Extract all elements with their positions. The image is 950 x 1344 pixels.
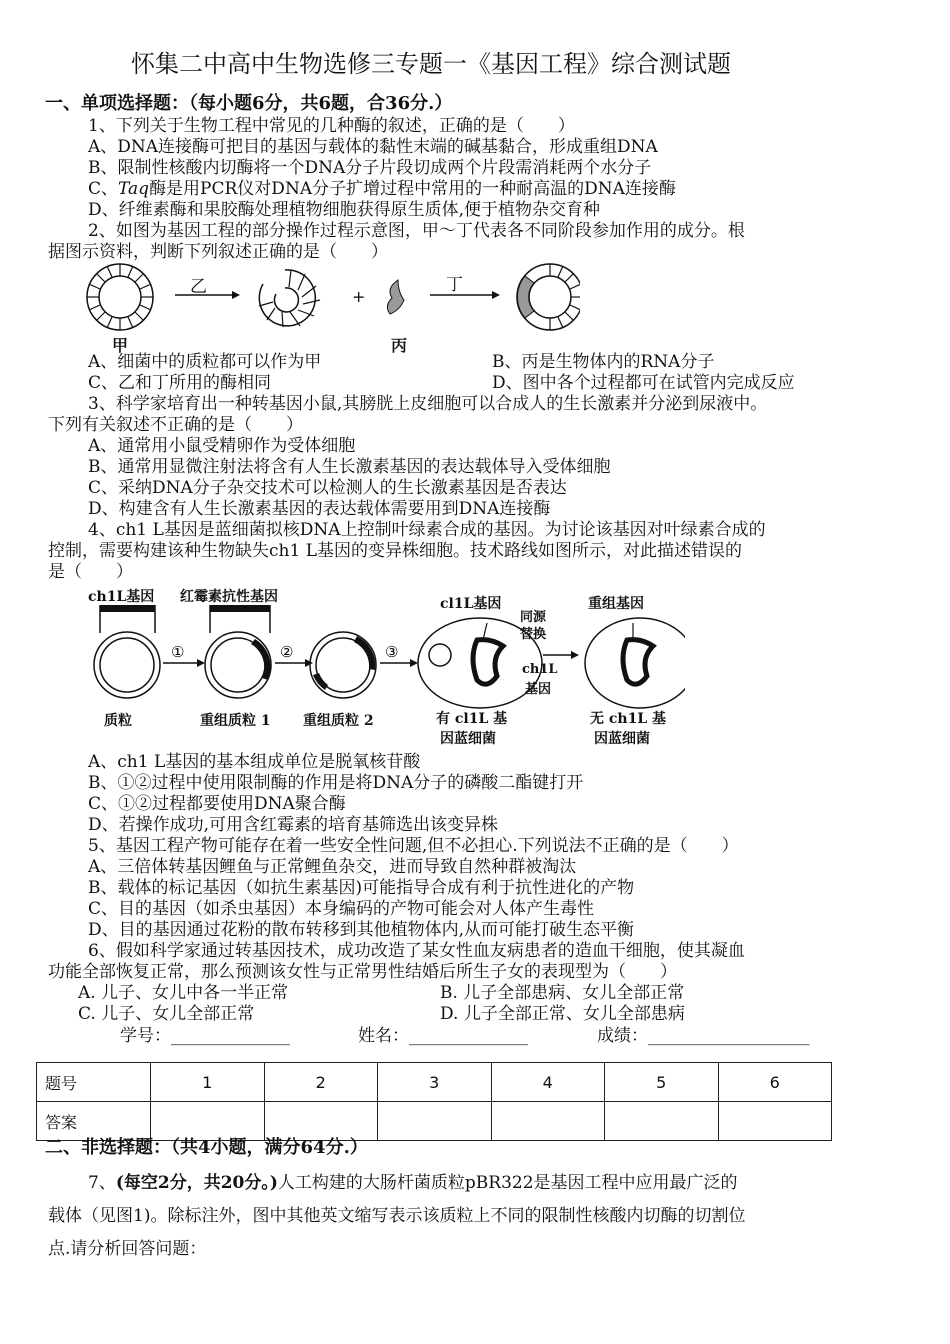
q3-option-c: C、采纳DNA分子杂交技术可以检测人的生长激素基因是否表达	[88, 478, 567, 498]
q4-option-c: C、①②过程都要使用DNA聚合酶	[88, 794, 346, 814]
q2-option-d: D、图中各个过程都可在试管内完成反应	[492, 373, 795, 393]
table-cell: 5	[605, 1063, 719, 1102]
table-cell: 6	[718, 1063, 832, 1102]
q5-stem: 5、基因工程产物可能存在着一些安全性问题,但不必担心.下列说法不正确的是（ ）	[88, 836, 739, 856]
table-cell: 1	[151, 1063, 265, 1102]
q6-option-b: B. 儿子全部患病、女儿全部正常	[440, 983, 685, 1003]
label-ch1l: ch1L	[522, 662, 558, 677]
label-without-ch1l-1: 无 ch1L 基	[590, 711, 667, 727]
answer-cell[interactable]	[491, 1102, 605, 1141]
label-homologous: 同源	[520, 610, 547, 625]
answer-cell[interactable]	[718, 1102, 832, 1141]
q4-stem-line3: 是（ ）	[48, 562, 133, 582]
page-title: 怀集二中高中生物选修三专题一《基因工程》综合测试题	[131, 50, 731, 78]
cut-plasmid-graphic	[259, 270, 320, 327]
q5-option-c: C、目的基因（如杀虫基因）本身编码的产物可能会对人体产生毒性	[88, 899, 595, 919]
label-gene: 基因	[525, 682, 552, 697]
label-without-ch1l-2: 因蓝细菌	[594, 731, 650, 747]
table-row-header	[37, 1063, 832, 1102]
answer-cell[interactable]	[264, 1102, 378, 1141]
svg-text:①: ①	[171, 643, 185, 661]
student-name-field[interactable]: 姓名：______________	[358, 1026, 528, 1046]
table-cell: 4	[491, 1063, 605, 1102]
plasmid-jia-graphic	[87, 264, 153, 330]
label-with-cl1l-1: 有 cl1L 基	[436, 711, 508, 727]
answer-table	[36, 1062, 832, 1141]
q3-option-d: D、构建含有人生长激素基因的表达载体需要用到DNA连接酶	[88, 499, 551, 519]
q4-option-a: A、ch1 L基因的基本组成单位是脱氧核苷酸	[88, 752, 421, 772]
recombinant-plasmid-graphic	[517, 264, 580, 330]
q1-option-c: C、Taq酶是用PCR仪对DNA分子扩增过程中常用的一种耐高温的DNA连接酶	[88, 179, 676, 199]
label-recomb-plasmid-2: 重组质粒 2	[303, 713, 374, 729]
label-ch1l-gene: ch1L基因	[88, 589, 155, 605]
q7-line2: 载体（见图1)。除标注外，图中其他英文缩写表示该质粒上不同的限制性核酸内切酶的切割位	[48, 1206, 746, 1226]
q3-stem-line1: 3、科学家培育出一种转基因小鼠,其膀胱上皮细胞可以合成人的生长激素并分泌到尿液中。	[88, 394, 768, 414]
q1-stem: 1、下列关于生物工程中常见的几种酶的叙述，正确的是（ ）	[88, 116, 575, 136]
svg-text:②: ②	[280, 643, 294, 661]
section1-heading: 一、单项选择题：（每小题6分，共6题，合36分.）	[45, 93, 453, 114]
q2-option-b: B、丙是生物体内的RNA分子	[492, 352, 715, 372]
fragment-bing-graphic	[387, 280, 404, 314]
label-ding: 丁	[446, 275, 463, 295]
score-field[interactable]: 成绩：___________________	[597, 1026, 810, 1046]
answer-cell[interactable]	[605, 1102, 719, 1141]
q6-stem-line1: 6、假如科学家通过转基因技术，成功改造了某女性血友病患者的造血干细胞，使其凝血	[88, 941, 745, 961]
label-cl1l-gene: cl1L基因	[440, 596, 502, 612]
q7-line1: 7、(每空2分，共20分。)人工构建的大肠杆菌质粒pBR322是基因工程中应用最广泛的	[88, 1173, 738, 1193]
q6-option-a: A. 儿子、女儿中各一半正常	[78, 983, 289, 1003]
q6-stem-line2: 功能全部恢复正常，那么预测该女性与正常男性结婚后所生子女的表现型为（ ）	[48, 962, 677, 982]
q2-option-a: A、细菌中的质粒都可以作为甲	[88, 352, 322, 372]
q5-option-a: A、三倍体转基因鲤鱼与正常鲤鱼杂交，进而导致自然种群被淘汰	[88, 857, 577, 877]
label-jia: 甲	[112, 336, 129, 355]
table-cell: 题号	[37, 1063, 151, 1102]
q6-option-d: D. 儿子全部正常、女儿全部患病	[440, 1004, 685, 1024]
section2-heading: 二、非选择题：（共4小题，满分64分.）	[45, 1137, 368, 1158]
label-recomb-plasmid-1: 重组质粒 1	[200, 713, 271, 729]
q3-stem-line2: 下列有关叙述不正确的是（ ）	[48, 415, 303, 435]
svg-text:③: ③	[385, 643, 399, 661]
q6-option-c: C. 儿子、女儿全部正常	[78, 1004, 255, 1024]
q4-option-d: D、若操作成功,可用含红霉素的培育基筛选出该变异株	[88, 815, 499, 835]
q7-line3: 点.请分析回答问题：	[48, 1239, 207, 1259]
q2-stem-line2: 据图示资料，判断下列叙述正确的是（ ）	[48, 242, 388, 262]
q3-option-a: A、通常用小鼠受精卵作为受体细胞	[88, 436, 356, 456]
table-cell: 3	[378, 1063, 492, 1102]
q5-option-d: D、目的基因通过花粉的散布转移到其他植物体内,从而可能打破生态平衡	[88, 920, 635, 940]
table-cell: 答案	[37, 1102, 151, 1141]
q4-stem-line1: 4、ch1 L基因是蓝细菌拟核DNA上控制叶绿素合成的基因。为讨论该基因对叶绿素合成的	[88, 520, 766, 540]
q1-option-d: D、纤维素酶和果胶酶处理植物细胞获得原生质体,便于植物杂交育种	[88, 200, 601, 220]
label-yi: 乙	[190, 277, 207, 297]
label-recombinant-gene: 重组基因	[588, 596, 644, 612]
q3-option-b: B、通常用显微注射法将含有人生长激素基因的表达载体导入受体细胞	[88, 457, 611, 477]
student-id-field[interactable]: 学号：______________	[120, 1026, 290, 1046]
answer-cell[interactable]	[378, 1102, 492, 1141]
table-row-answer	[37, 1102, 832, 1141]
label-plasmid: 质粒	[104, 713, 132, 729]
q1-option-a: A、DNA连接酶可把目的基因与载体的黏性末端的碱基黏合，形成重组DNA	[88, 137, 658, 157]
table-cell: 2	[264, 1063, 378, 1102]
q4-option-b: B、①②过程中使用限制酶的作用是将DNA分子的磷酸二酯键打开	[88, 773, 584, 793]
q2-figure	[80, 262, 580, 352]
q4-stem-line2: 控制，需要构建该种生物缺失ch1 L基因的变异株细胞。技术路线如图所示，对此描述错误的	[48, 541, 742, 561]
label-erythromycin-gene: 红霉素抗性基因	[180, 589, 278, 605]
label-replace: 替换	[520, 627, 547, 642]
q2-stem-line1: 2、如图为基因工程的部分操作过程示意图，甲～丁代表各不同阶段参加作用的成分。根	[88, 221, 745, 241]
answer-cell[interactable]	[151, 1102, 265, 1141]
q2-option-c: C、乙和丁所用的酶相同	[88, 373, 272, 393]
q5-option-b: B、载体的标记基因（如抗生素基因)可能指导合成有利于抗性进化的产物	[88, 878, 635, 898]
plus-sign: +	[352, 287, 366, 306]
label-with-cl1l-2: 因蓝细菌	[440, 731, 496, 747]
label-bing: 丙	[391, 336, 408, 355]
q1-option-b: B、限制性核酸内切酶将一个DNA分子片段切成两个片段需消耗两个水分子	[88, 158, 652, 178]
